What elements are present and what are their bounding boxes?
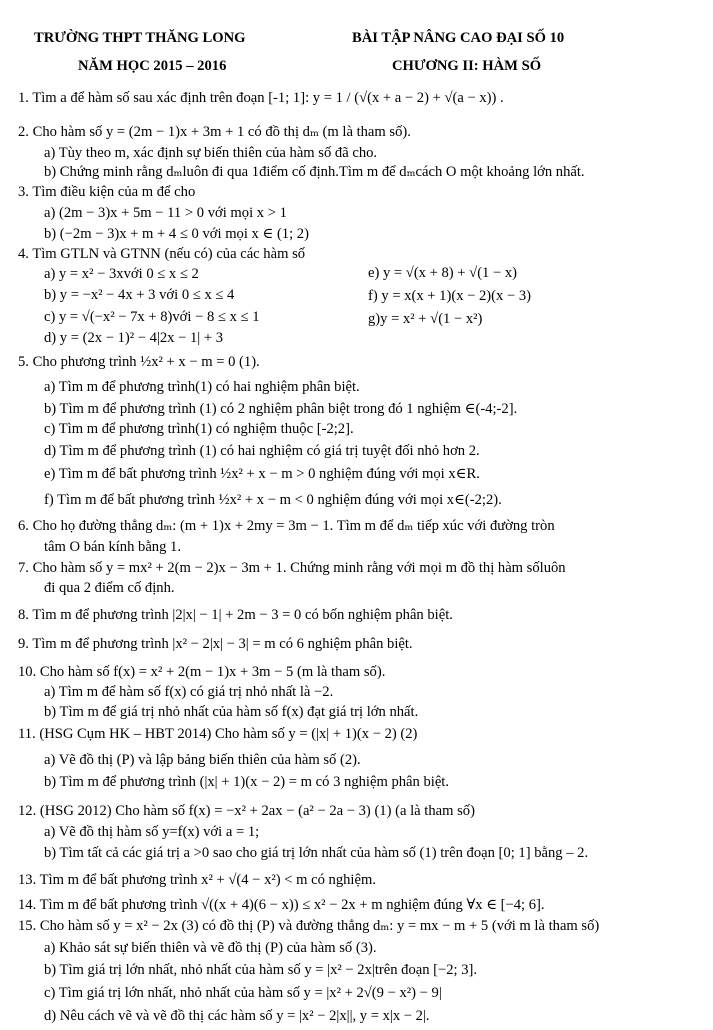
worksheet-title: BÀI TẬP NÂNG CAO ĐẠI SỐ 10 bbox=[352, 30, 565, 46]
exercise-line: 11. (HSG Cụm HK – HBT 2014) Cho hàm số y = (|x| + 1)(x − 2) (2) bbox=[18, 726, 418, 742]
exercise-line: 1. Tìm a để hàm số sau xác định trên đoạn [-1; 1]: y = 1 / (√(x + a − 2) + √(a − x)) . bbox=[18, 90, 504, 106]
school-year: NĂM HỌC 2015 – 2016 bbox=[78, 58, 227, 74]
exercise-line: d) Nêu cách vẽ và vẽ đồ thị các hàm số y = |x² − 2|x||, y = x|x − 2|. bbox=[44, 1008, 430, 1024]
exercise-line: f) Tìm m để bất phương trình ½x² + x − m < 0 nghiệm đúng với mọi x∈(-2;2). bbox=[44, 492, 502, 508]
exercise-line: c) Tìm giá trị lớn nhất, nhỏ nhất của hàm số y = |x² + 2√(9 − x²) − 9| bbox=[44, 985, 442, 1001]
problem-4g: g)y = x² + √(1 − x²) bbox=[368, 311, 483, 327]
exercise-line: 4. Tìm GTLN và GTNN (nếu có) của các hàm số bbox=[18, 246, 306, 262]
exercise-line: a) Tìm m để hàm số f(x) có giá trị nhỏ nhất là −2. bbox=[44, 684, 334, 700]
exercise-line: 6. Cho họ đường thẳng dₘ: (m + 1)x + 2my = 3m − 1. Tìm m để dₘ tiếp xúc với đường tròn bbox=[18, 518, 555, 534]
exercise-line: b) y = −x² − 4x + 3 với 0 ≤ x ≤ 4 bbox=[44, 287, 235, 303]
exercise-line: 15. Cho hàm số y = x² − 2x (3) có đồ thị (P) và đường thẳng dₘ: y = mx − m + 5 (với m là tham số) bbox=[18, 918, 600, 934]
school-name: TRƯỜNG THPT THĂNG LONG bbox=[34, 30, 246, 46]
exercise-line: 9. Tìm m để phương trình |x² − 2|x| − 3| = m có 6 nghiệm phân biệt. bbox=[18, 636, 413, 652]
exercise-line: a) (2m − 3)x + 5m − 11 > 0 với mọi x > 1 bbox=[44, 205, 287, 221]
problem-4e: e) y = √(x + 8) + √(1 − x) bbox=[368, 265, 518, 281]
exercise-line: 13. Tìm m để bất phương trình x² + √(4 − x²) < m có nghiệm. bbox=[18, 872, 376, 888]
exercise-line: a) Vẽ đồ thị hàm số y=f(x) với a = 1; bbox=[44, 824, 260, 840]
exercise-line: 7. Cho hàm số y = mx² + 2(m − 2)x − 3m + 1. Chứng minh rằng với mọi m đồ thị hàm sốluôn bbox=[18, 560, 566, 576]
exercise-line: b) Tìm m để phương trình (|x| + 1)(x − 2) = m có 3 nghiệm phân biệt. bbox=[44, 774, 449, 790]
exercise-line: b) Tìm m để giá trị nhỏ nhất của hàm số f(x) đạt giá trị lớn nhất. bbox=[44, 704, 419, 720]
exercise-line: c) y = √(−x² − 7x + 8)với − 8 ≤ x ≤ 1 bbox=[44, 309, 260, 325]
exercise-line: c) Tìm m để phương trình(1) có nghiệm thuộc [-2;2]. bbox=[44, 421, 354, 437]
exercise-line: 12. (HSG 2012) Cho hàm số f(x) = −x² + 2ax − (a² − 2a − 3) (1) (a là tham số) bbox=[18, 803, 475, 819]
exercise-line: đi qua 2 điểm cố định. bbox=[44, 580, 175, 596]
exercise-line: 8. Tìm m để phương trình |2|x| − 1| + 2m − 3 = 0 có bốn nghiệm phân biệt. bbox=[18, 607, 453, 623]
exercise-line: b) Tìm m để phương trình (1) có 2 nghiệm phân biệt trong đó 1 nghiệm ∈(-4;-2]. bbox=[44, 401, 518, 417]
exercise-line: d) y = (2x − 1)² − 4|2x − 1| + 3 bbox=[44, 330, 224, 346]
exercise-line: 3. Tìm điều kiện của m để cho bbox=[18, 184, 196, 200]
exercise-line: 14. Tìm m để bất phương trình √((x + 4)(6 − x)) ≤ x² − 2x + m nghiệm đúng ∀x ∈ [−4; 6]. bbox=[18, 897, 545, 913]
exercise-line: a) Tìm m để phương trình(1) có hai nghiệm phân biệt. bbox=[44, 379, 360, 395]
exercise-line: a) Vẽ đồ thị (P) và lập bảng biến thiên của hàm số (2). bbox=[44, 752, 361, 768]
exercise-line: a) Khảo sát sự biến thiên và vẽ đồ thị (P) của hàm số (3). bbox=[44, 940, 377, 956]
chapter-title: CHƯƠNG II: HÀM SỐ bbox=[392, 58, 542, 74]
exercise-line: tâm O bán kính bằng 1. bbox=[44, 539, 181, 555]
exercise-line: b) Chứng minh rằng dₘluôn đi qua 1điểm cố định.Tìm m để dₘcách O một khoảng lớn nhất. bbox=[44, 164, 585, 180]
exercise-line: b) Tìm giá trị lớn nhất, nhỏ nhất của hàm số y = |x² − 2x|trên đoạn [−2; 3]. bbox=[44, 962, 478, 978]
exercise-line: 5. Cho phương trình ½x² + x − m = 0 (1). bbox=[18, 354, 260, 370]
problem-4f: f) y = x(x + 1)(x − 2)(x − 3) bbox=[368, 288, 532, 304]
exercise-line: d) Tìm m để phương trình (1) có hai nghiệm có giá trị tuyệt đối nhỏ hơn 2. bbox=[44, 443, 480, 459]
exercise-line: b) (−2m − 3)x + m + 4 ≤ 0 với mọi x ∈ (1; 2) bbox=[44, 226, 309, 242]
exercise-line: 10. Cho hàm số f(x) = x² + 2(m − 1)x + 3m − 5 (m là tham số). bbox=[18, 664, 386, 680]
exercise-line: a) Tùy theo m, xác định sự biến thiên của hàm số đã cho. bbox=[44, 145, 378, 161]
exercise-line: b) Tìm tất cả các giá trị a >0 sao cho giá trị lớn nhất của hàm số (1) trên đoạn [0; 1] bằng – 2. bbox=[44, 845, 589, 861]
exercise-line: 2. Cho hàm số y = (2m − 1)x + 3m + 1 có đồ thị dₘ (m là tham số). bbox=[18, 124, 411, 140]
exercise-line: e) Tìm m để bất phương trình ½x² + x − m > 0 nghiệm đúng với mọi x∈R. bbox=[44, 466, 480, 482]
exercise-line: a) y = x² − 3xvới 0 ≤ x ≤ 2 bbox=[44, 266, 199, 282]
